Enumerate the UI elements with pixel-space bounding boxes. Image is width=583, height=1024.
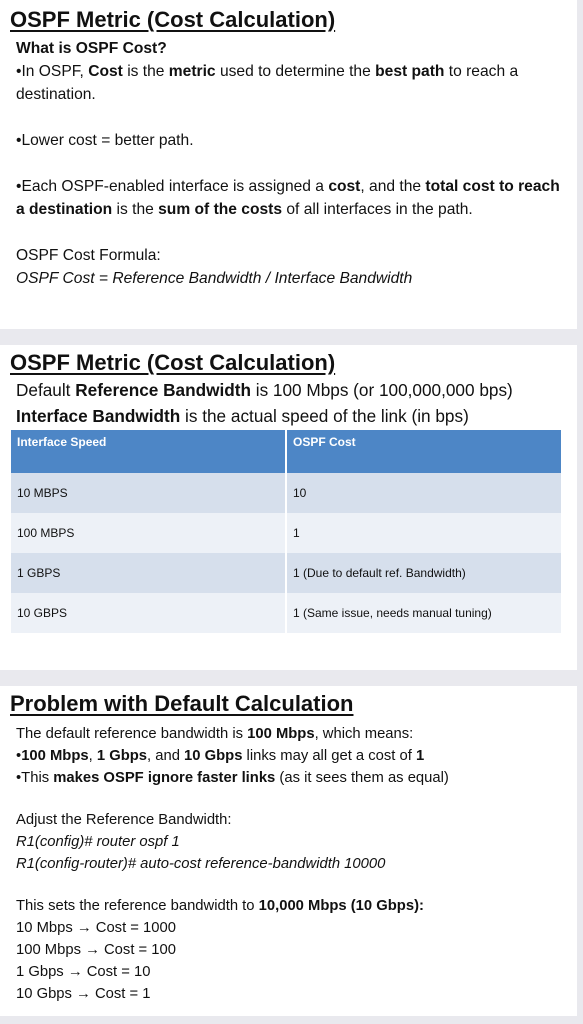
adjust-label: Adjust the Reference Bandwidth: bbox=[16, 812, 232, 828]
ospf-cost-table bbox=[11, 430, 561, 633]
slide-body bbox=[16, 723, 567, 1005]
bullet-cost-definition: •In OSPF, Cost is the metric used to determine the best path to reach a destination. bbox=[16, 63, 519, 103]
table-row bbox=[11, 513, 561, 553]
slide-default-calculation-problem bbox=[0, 686, 577, 1016]
table-cell: 10 MBPS bbox=[11, 473, 286, 513]
table-cell: 10 GBPS bbox=[11, 593, 286, 633]
bullet-same-cost: •100 Mbps, 1 Gbps, and 10 Gbps links may all get a cost of 1 bbox=[16, 748, 425, 764]
result-line: 100 Mbps → Cost = 100 bbox=[16, 942, 176, 958]
result-line: 1 Gbps → Cost = 10 bbox=[16, 964, 151, 980]
intro-line: The default reference bandwidth is 100 Mbps, which means: bbox=[16, 726, 414, 742]
table-cell: 1 (Same issue, needs manual tuning) bbox=[286, 593, 561, 633]
bullet-ignore-faster-links: •This makes OSPF ignore faster links (as it sees them as equal) bbox=[16, 770, 449, 786]
formula-label: OSPF Cost Formula: bbox=[16, 247, 161, 264]
bullet-lower-cost: •Lower cost = better path. bbox=[16, 132, 194, 149]
column-header: Interface Speed bbox=[11, 430, 286, 473]
question-heading: What is OSPF Cost? bbox=[16, 40, 167, 57]
slide-ospf-cost-table bbox=[0, 345, 577, 670]
table-row bbox=[11, 473, 561, 513]
table-cell: 1 (Due to default ref. Bandwidth) bbox=[286, 553, 561, 593]
bullet-interface-cost: •Each OSPF-enabled interface is assigned a cost, and the total cost to reach a destination is the sum of the costs of all interfaces in the path. bbox=[16, 178, 560, 218]
table-cell: 100 MBPS bbox=[11, 513, 286, 553]
table-header-row bbox=[11, 430, 561, 473]
interface-bandwidth-line: Interface Bandwidth is the actual speed of the link (in bps) bbox=[16, 406, 469, 426]
table-cell: 1 bbox=[286, 513, 561, 553]
slide-title: OSPF Metric (Cost Calculation) bbox=[10, 7, 336, 32]
slide-body bbox=[16, 377, 567, 429]
column-header: OSPF Cost bbox=[286, 430, 561, 473]
slide-body bbox=[16, 37, 567, 290]
reference-bandwidth-line: Default Reference Bandwidth is 100 Mbps (or 100,000,000 bps) bbox=[16, 380, 513, 400]
formula-text: OSPF Cost = Reference Bandwidth / Interface Bandwidth bbox=[16, 270, 413, 287]
table-cell: 1 GBPS bbox=[11, 553, 286, 593]
command-line: R1(config)# router ospf 1 bbox=[16, 834, 180, 850]
command-line: R1(config-router)# auto-cost reference-bandwidth 10000 bbox=[16, 856, 386, 872]
slide-title: OSPF Metric (Cost Calculation) bbox=[10, 350, 336, 375]
table-cell: 10 bbox=[286, 473, 561, 513]
sets-bandwidth-line: This sets the reference bandwidth to 10,000 Mbps (10 Gbps): bbox=[16, 898, 424, 914]
table-row bbox=[11, 553, 561, 593]
result-line: 10 Gbps → Cost = 1 bbox=[16, 986, 151, 1002]
slide-ospf-cost-intro bbox=[0, 0, 577, 329]
result-line: 10 Mbps → Cost = 1000 bbox=[16, 920, 176, 936]
slide-title: Problem with Default Calculation bbox=[10, 691, 354, 716]
table-row bbox=[11, 593, 561, 633]
